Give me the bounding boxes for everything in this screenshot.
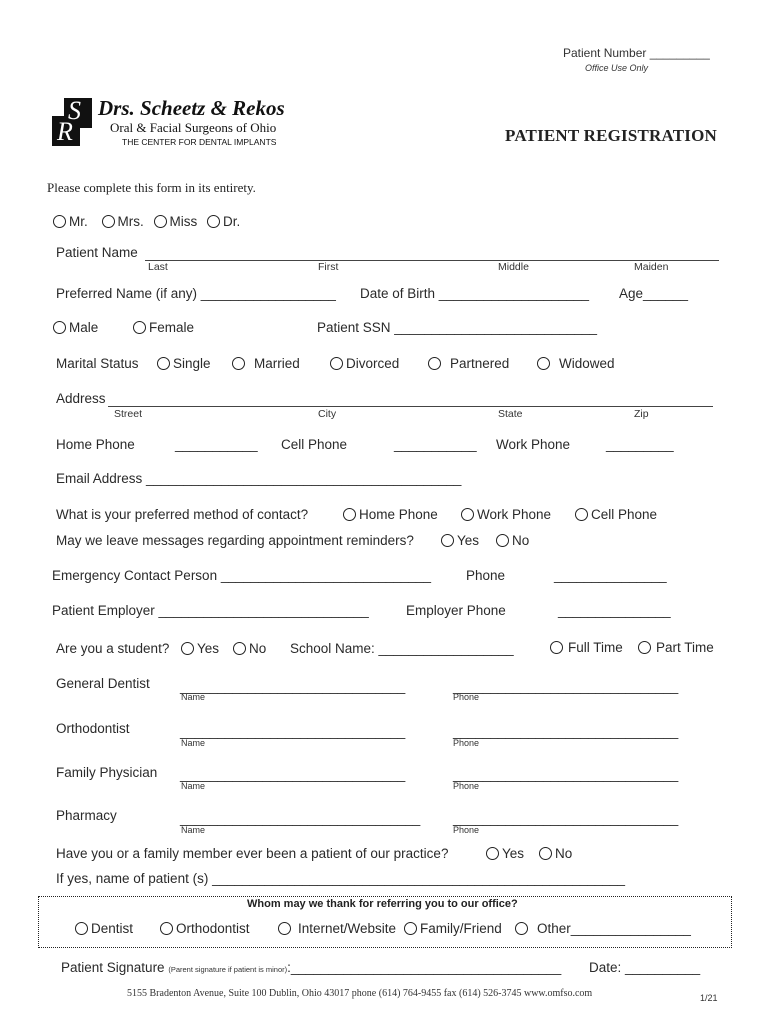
- work-phone-field[interactable]: _________: [606, 437, 674, 452]
- messages-question: May we leave messages regarding appointment reminders?: [56, 533, 414, 548]
- orthodontist-phone-sub: Phone: [453, 738, 480, 748]
- radio-icon: [539, 847, 552, 860]
- referral-question: Whom may we thank for referring you to our office?: [247, 898, 518, 910]
- employer-phone-field[interactable]: _______________: [558, 603, 671, 618]
- office-use-only-note: Office Use Only: [585, 63, 649, 73]
- radio-icon: [53, 215, 66, 228]
- title-mrs-option[interactable]: Mrs.: [102, 214, 144, 229]
- radio-icon: [232, 357, 245, 370]
- emergency-contact-field[interactable]: Emergency Contact Person ____________________________: [52, 568, 432, 583]
- name-sub-maiden: Maiden: [634, 261, 669, 273]
- preferred-name-field[interactable]: Preferred Name (if any) __________________: [56, 286, 336, 301]
- pharmacy-name-field[interactable]: ________________________________: [180, 811, 421, 826]
- prior-patient-name-field[interactable]: If yes, name of patient (s) _______________________________________________________: [56, 871, 626, 886]
- radio-icon: [233, 642, 246, 655]
- radio-icon: [461, 508, 474, 521]
- page-number: 1/21: [700, 993, 718, 1003]
- referral-internet-option[interactable]: Internet/Website: [278, 921, 396, 936]
- contact-home-phone-option[interactable]: Home Phone: [343, 507, 438, 522]
- general-dentist-name-sub: Name: [181, 692, 206, 702]
- orthodontist-name-sub: Name: [181, 738, 206, 748]
- signature-date-field[interactable]: Date: __________: [589, 960, 701, 975]
- radio-icon: [278, 922, 291, 935]
- form-intro: Please complete this form in its entirety.: [47, 180, 256, 195]
- radio-icon: [404, 922, 417, 935]
- referral-other-option[interactable]: Other________________: [515, 921, 691, 936]
- address-sub-city: City: [318, 408, 337, 420]
- orthodontist-label: Orthodontist: [56, 721, 130, 736]
- marital-partnered-option[interactable]: Partnered: [428, 356, 509, 371]
- pharmacy-phone-field[interactable]: ______________________________: [453, 811, 679, 826]
- radio-icon: [441, 534, 454, 547]
- address-label: Address: [56, 391, 106, 406]
- marital-divorced-option[interactable]: Divorced: [330, 356, 399, 371]
- logo-letter-r: R: [57, 117, 73, 146]
- general-dentist-label: General Dentist: [56, 676, 150, 691]
- radio-icon: [53, 321, 66, 334]
- work-phone-label: Work Phone: [496, 437, 571, 452]
- marital-status-label: Marital Status: [56, 356, 139, 371]
- full-time-option[interactable]: Full Time: [550, 640, 623, 655]
- emergency-phone-label: Phone: [466, 568, 506, 583]
- radio-icon: [75, 922, 88, 935]
- pharmacy-name-sub: Name: [181, 825, 206, 835]
- family-physician-phone-sub: Phone: [453, 781, 480, 791]
- marital-married-option[interactable]: Married: [232, 356, 300, 371]
- sex-female-option[interactable]: Female: [133, 320, 194, 335]
- family-physician-label: Family Physician: [56, 765, 158, 780]
- general-dentist-phone-field[interactable]: ______________________________: [453, 679, 679, 694]
- patient-number-field[interactable]: Patient Number _________: [563, 46, 710, 60]
- name-sub-first: First: [318, 261, 339, 273]
- pharmacy-phone-sub: Phone: [453, 825, 480, 835]
- home-phone-field[interactable]: ___________: [175, 437, 258, 452]
- patient-name-field[interactable]: [145, 248, 719, 266]
- emergency-phone-field[interactable]: _______________: [554, 568, 667, 583]
- radio-icon: [496, 534, 509, 547]
- student-yes-option[interactable]: Yes: [181, 641, 219, 656]
- email-field[interactable]: Email Address __________________________________________: [56, 471, 462, 486]
- employer-phone-label: Employer Phone: [406, 603, 506, 618]
- name-sub-last: Last: [148, 261, 168, 273]
- ssn-field[interactable]: Patient SSN ___________________________: [317, 320, 598, 335]
- contact-cell-phone-option[interactable]: Cell Phone: [575, 507, 657, 522]
- general-dentist-name-field[interactable]: ______________________________: [180, 679, 406, 694]
- radio-icon: [157, 357, 170, 370]
- radio-icon: [550, 641, 563, 654]
- cell-phone-label: Cell Phone: [281, 437, 348, 452]
- title-options: [53, 214, 240, 229]
- radio-icon: [330, 357, 343, 370]
- practice-subtitle: Oral & Facial Surgeons of Ohio: [110, 120, 277, 135]
- referral-orthodontist-option[interactable]: Orthodontist: [160, 921, 250, 936]
- contact-method-question: What is your preferred method of contact?: [56, 507, 309, 522]
- orthodontist-phone-field[interactable]: ______________________________: [453, 724, 679, 739]
- title-dr-option[interactable]: Dr.: [207, 214, 240, 229]
- practice-tagline: THE CENTER FOR DENTAL IMPLANTS: [122, 137, 277, 147]
- radio-icon: [537, 357, 550, 370]
- part-time-option[interactable]: Part Time: [638, 640, 714, 655]
- family-physician-name-field[interactable]: ______________________________: [180, 767, 406, 782]
- title-mr-option[interactable]: Mr.: [53, 214, 88, 229]
- radio-icon: [486, 847, 499, 860]
- footer-address: 5155 Bradenton Avenue, Suite 100 Dublin, Ohio 43017 phone (614) 764-9455 fax (614) 526-3745 www.omfso.com: [127, 988, 593, 999]
- date-of-birth-field[interactable]: Date of Birth ____________________: [360, 286, 589, 301]
- referral-dentist-option[interactable]: Dentist: [75, 921, 133, 936]
- radio-icon: [575, 508, 588, 521]
- school-name-field[interactable]: School Name: __________________: [290, 641, 514, 656]
- address-sub-state: State: [498, 408, 523, 420]
- contact-work-phone-option[interactable]: Work Phone: [461, 507, 551, 522]
- prior-patient-no-option[interactable]: No: [539, 846, 572, 861]
- patient-employer-field[interactable]: Patient Employer ____________________________: [52, 603, 369, 618]
- signature-note: (Parent signature if patient is minor): [168, 965, 288, 974]
- orthodontist-name-field[interactable]: ______________________________: [180, 724, 406, 739]
- name-sub-middle: Middle: [498, 261, 529, 273]
- marital-single-option[interactable]: Single: [157, 356, 211, 371]
- form-title: PATIENT REGISTRATION: [505, 126, 717, 145]
- age-field[interactable]: Age______: [619, 286, 689, 301]
- radio-icon: [133, 321, 146, 334]
- pharmacy-label: Pharmacy: [56, 808, 117, 823]
- radio-icon: [207, 215, 220, 228]
- prior-patient-yes-option[interactable]: Yes: [486, 846, 524, 861]
- marital-widowed-option[interactable]: Widowed: [537, 356, 615, 371]
- patient-name-label: Patient Name: [56, 245, 138, 260]
- practice-logo: [52, 98, 302, 150]
- address-sub-street: Street: [114, 408, 143, 420]
- logo-letter-s: S: [68, 96, 81, 125]
- prior-patient-question: Have you or a family member ever been a patient of our practice?: [56, 846, 449, 861]
- general-dentist-phone-sub: Phone: [453, 692, 480, 702]
- address-field[interactable]: [108, 394, 713, 412]
- family-physician-name-sub: Name: [181, 781, 206, 791]
- cell-phone-field[interactable]: ___________: [394, 437, 477, 452]
- radio-icon: [154, 215, 167, 228]
- logo-monogram: [52, 98, 92, 146]
- title-miss-option[interactable]: Miss: [154, 214, 198, 229]
- messages-yes-option[interactable]: Yes: [441, 533, 479, 548]
- practice-name: Drs. Scheetz & Rekos: [98, 96, 285, 120]
- student-question: Are you a student?: [56, 641, 170, 656]
- home-phone-label: Home Phone: [56, 437, 135, 452]
- radio-icon: [181, 642, 194, 655]
- radio-icon: [343, 508, 356, 521]
- referral-family-friend-option[interactable]: Family/Friend: [404, 921, 502, 936]
- sex-male-option[interactable]: Male: [53, 320, 98, 335]
- signature-field[interactable]: Patient Signature (Parent signature if patient is minor):____________________________________: [61, 960, 562, 975]
- radio-icon: [638, 641, 651, 654]
- radio-icon: [428, 357, 441, 370]
- radio-icon: [160, 922, 173, 935]
- radio-icon: [515, 922, 528, 935]
- family-physician-phone-field[interactable]: ______________________________: [453, 767, 679, 782]
- radio-icon: [102, 215, 115, 228]
- student-no-option[interactable]: No: [233, 641, 266, 656]
- address-sub-zip: Zip: [634, 408, 649, 420]
- messages-no-option[interactable]: No: [496, 533, 529, 548]
